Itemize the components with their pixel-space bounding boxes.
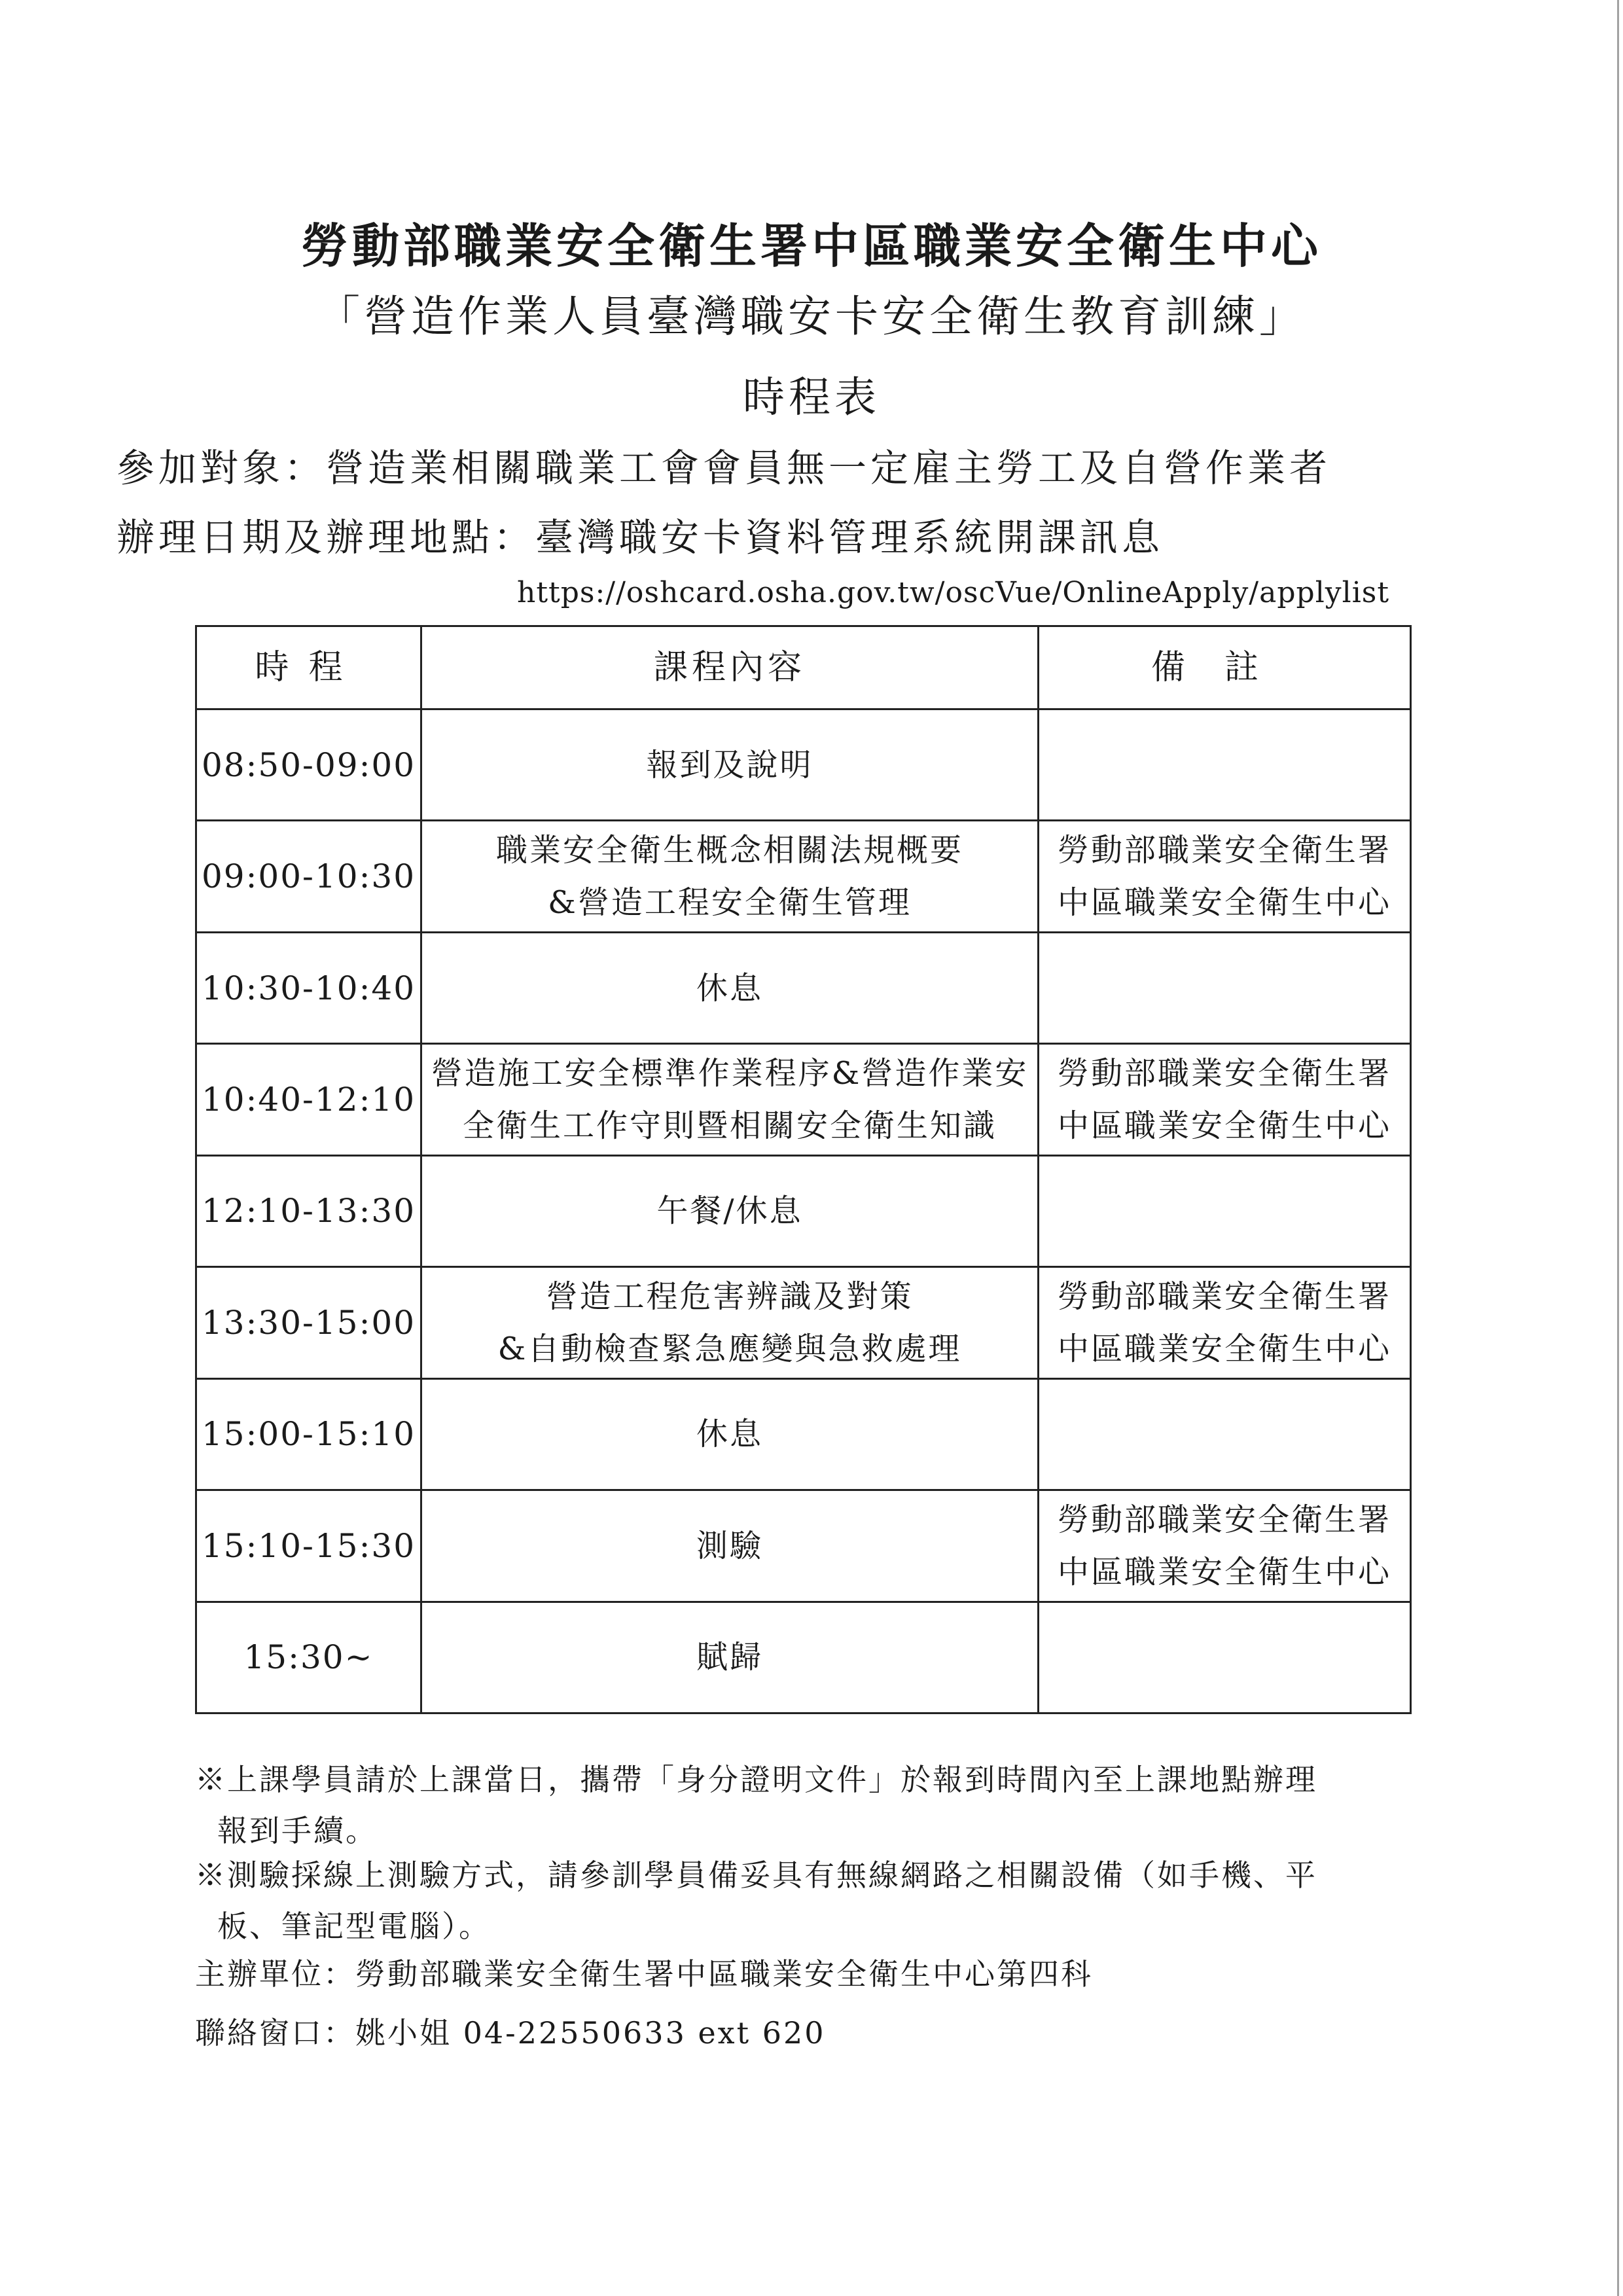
table-header-row — [196, 626, 1411, 709]
cell-content — [421, 1490, 1039, 1602]
cell-content-line: &營造工程安全衛生管理 — [548, 884, 912, 922]
cell-time: 15:10-15:30 — [196, 1490, 421, 1602]
cell-note-line: 勞動部職業安全衛生署 — [1057, 1055, 1391, 1092]
table-row — [196, 821, 1411, 932]
cell-content-line: 午餐/休息 — [656, 1193, 803, 1230]
cell-note — [1039, 1044, 1411, 1155]
cell-time: 10:40-12:10 — [196, 1044, 421, 1155]
cell-content — [421, 932, 1039, 1043]
cell-content — [421, 1155, 1039, 1266]
cell-note — [1039, 1490, 1411, 1602]
cell-time: 10:30-10:40 — [196, 932, 421, 1043]
header-note: 備註 — [1039, 626, 1411, 709]
schedule-table — [195, 625, 1412, 1714]
cell-content-line: 測驗 — [696, 1527, 763, 1564]
course-title: 「營造作業人員臺灣職安卡安全衛生教育訓練」 — [317, 291, 1306, 342]
cell-content-line: 賦歸 — [696, 1639, 763, 1676]
cell-content-line: 職業安全衛生概念相關法規概要 — [495, 832, 963, 869]
header-content: 課程內容 — [421, 626, 1039, 709]
cell-content — [421, 1602, 1039, 1713]
attendee-info: 參加對象：營造業相關職業工會會員無一定雇主勞工及自營作業者 — [116, 446, 1332, 490]
cell-time: 08:50-09:00 — [196, 709, 421, 821]
note-line: 報到手續。 — [217, 1813, 378, 1848]
cell-time: 15:30~ — [196, 1602, 421, 1713]
cell-note-line: 勞動部職業安全衛生署 — [1057, 832, 1391, 869]
table-row — [196, 709, 1411, 821]
cell-time: 13:30-15:00 — [196, 1267, 421, 1378]
note-id-document — [195, 1754, 1425, 1856]
cell-note-line: 中區職業安全衛生中心 — [1057, 1330, 1391, 1367]
cell-content-line: 營造工程危害辨識及對策 — [546, 1278, 914, 1315]
cell-content-line: 營造施工安全標準作業程序&營造作業安 — [431, 1055, 1029, 1092]
scan-edge — [1617, 0, 1619, 2296]
table-row — [196, 1602, 1411, 1713]
note-line: 板、筆記型電腦）。 — [217, 1909, 491, 1944]
cell-time: 09:00-10:30 — [196, 821, 421, 932]
cell-note — [1039, 1378, 1411, 1490]
cell-time: 12:10-13:30 — [196, 1155, 421, 1266]
doc-title: 時程表 — [743, 374, 880, 422]
cell-note-line: 中區職業安全衛生中心 — [1057, 1553, 1391, 1590]
table-row — [196, 1490, 1411, 1602]
cell-note — [1039, 932, 1411, 1043]
cell-content — [421, 709, 1039, 821]
cell-note-line: 勞動部職業安全衛生署 — [1057, 1278, 1391, 1315]
cell-content — [421, 1378, 1039, 1490]
cell-content — [421, 821, 1039, 932]
cell-content — [421, 1044, 1039, 1155]
cell-note — [1039, 1267, 1411, 1378]
cell-note-line: 中區職業安全衛生中心 — [1057, 884, 1391, 922]
schedule-body — [196, 709, 1411, 1713]
cell-content-line: 休息 — [696, 1416, 763, 1453]
date-place-info: 辦理日期及辦理地點：臺灣職安卡資料管理系統開課訊息 — [116, 515, 1164, 560]
header-time: 時程 — [196, 626, 421, 709]
table-row — [196, 1044, 1411, 1155]
cell-time: 15:00-15:10 — [196, 1378, 421, 1490]
course-url: https://oshcard.osha.gov.tw/oscVue/OnlineApply/applylist — [517, 576, 1390, 609]
cell-content — [421, 1267, 1039, 1378]
table-row — [196, 1155, 1411, 1266]
cell-note — [1039, 1602, 1411, 1713]
cell-note — [1039, 709, 1411, 821]
org-title: 勞動部職業安全衛生署中區職業安全衛生中心 — [300, 218, 1322, 274]
cell-content-line: 全衛生工作守則暨相關安全衛生知識 — [462, 1107, 997, 1145]
cell-note-line: 中區職業安全衛生中心 — [1057, 1107, 1391, 1145]
cell-note — [1039, 1155, 1411, 1266]
note-line: ※上課學員請於上課當日，攜帶「身分證明文件」於報到時間內至上課地點辦理 — [195, 1762, 1317, 1797]
cell-note — [1039, 821, 1411, 932]
table-row — [196, 1267, 1411, 1378]
cell-content-line: 休息 — [696, 969, 763, 1007]
cell-note-line: 勞動部職業安全衛生署 — [1057, 1501, 1391, 1538]
table-row — [196, 932, 1411, 1043]
contact-window: 聯絡窗口：姚小姐 04-22550633 ext 620 — [195, 2015, 826, 2051]
cell-content-line: &自動檢查緊急應變與急救處理 — [497, 1330, 962, 1367]
organizer: 主辦單位：勞動部職業安全衛生署中區職業安全衛生中心第四科 — [195, 1956, 1093, 1992]
note-line: ※測驗採線上測驗方式，請參訓學員備妥具有無線網路之相關設備（如手機、平 — [195, 1857, 1317, 1893]
table-row — [196, 1378, 1411, 1490]
note-online-test — [195, 1850, 1425, 1952]
cell-content-line: 報到及說明 — [646, 746, 813, 783]
